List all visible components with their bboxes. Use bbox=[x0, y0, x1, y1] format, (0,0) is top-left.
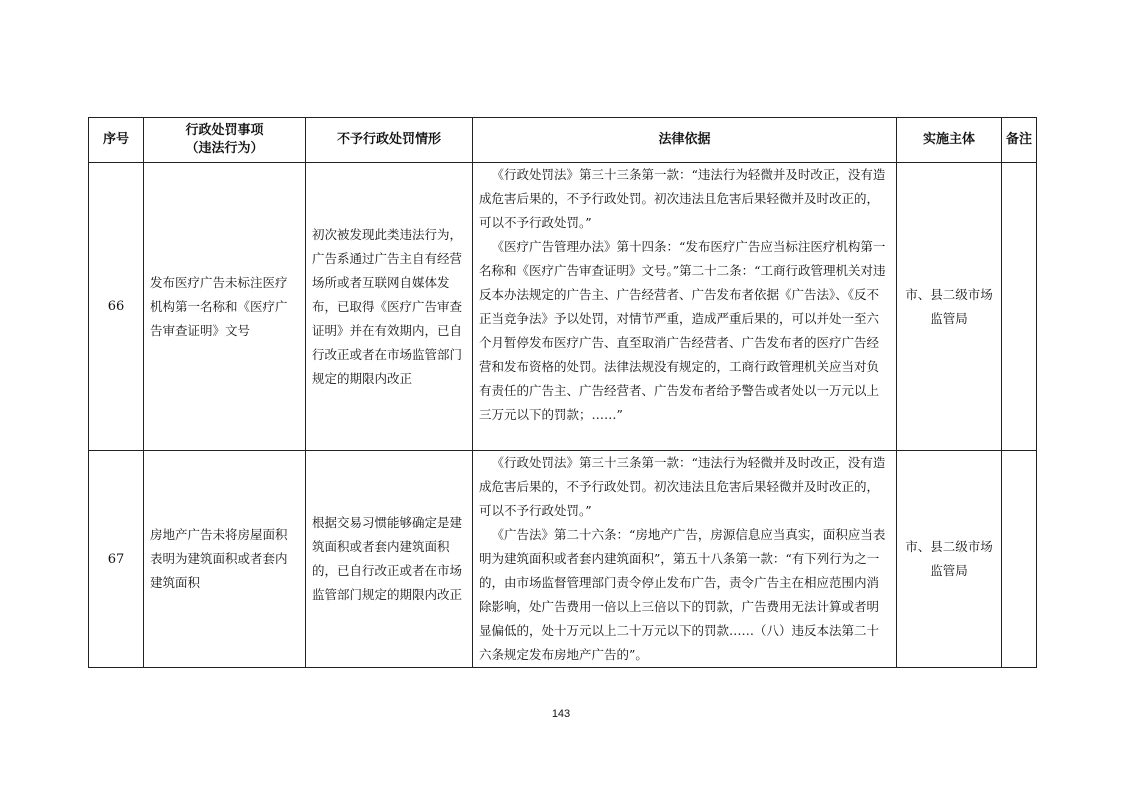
header-row bbox=[89, 118, 1037, 163]
row-note bbox=[1002, 451, 1037, 668]
row-condition: 初次被发现此类违法行为，广告系通过广告主自有经营场所或者互联网自媒体发布，已取得《医疗广告审查证明》并在有效期内，已自行改正或者在市场监管部门规定的期限内改正 bbox=[306, 163, 473, 451]
row-note bbox=[1002, 163, 1037, 451]
basis-paragraph: 《医疗广告管理办法》第十四条：“发布医疗广告应当标注医疗机构第一名称和《医疗广告审查证明》文号。”第二十二条：“工商行政管理机关对违反本办法规定的广告主、广告经营者、广告发布者依据《广告法》、《反不正当竞争法》予以处罚，对情节严重，造成严重后果的，可以并处一至六个月暂停发布医疗广告、直至取消广告经营者、广告发布者的医疗广告经营和发布资格的处罚。法律法规没有规定的，工商行政管理机关应当对负有责任的广告主、广告经营者、广告发布者给予警告或者处以一万元以上三万元以下的罚款；……” bbox=[479, 239, 886, 422]
row-org: 市、县二级市场监管局 bbox=[897, 163, 1002, 451]
basis-paragraph: 《广告法》第二十六条：“房地产广告，房源信息应当真实，面积应当表明为建筑面积或者套内建筑面积”，第五十八条第一款：“有下列行为之一的，由市场监督管理部门责令停止发布广告，责令广告主在相应范围内消除影响，处广告费用一倍以上三倍以下的罚款，广告费用无法计算或者明显偏低的，处十万元以上二十万元以下的罚款……（八）违反本法第二十六条规定发布房地产广告的”。 bbox=[479, 527, 886, 662]
row-seq: 67 bbox=[89, 451, 144, 668]
header-org: 实施主体 bbox=[897, 118, 1002, 163]
row-matter: 发布医疗广告未标注医疗机构第一名称和《医疗广告审查证明》文号 bbox=[144, 163, 306, 451]
table-row bbox=[89, 451, 1037, 668]
header-matter-line2: （违法行为） bbox=[185, 141, 264, 156]
penalty-table bbox=[88, 117, 1037, 668]
header-matter bbox=[144, 118, 306, 163]
header-matter-line1: 行政处罚事项 bbox=[185, 123, 264, 138]
table-row bbox=[89, 163, 1037, 451]
header-note: 备注 bbox=[1002, 118, 1037, 163]
row-matter: 房地产广告未将房屋面积表明为建筑面积或者套内建筑面积 bbox=[144, 451, 306, 668]
header-condition: 不予行政处罚情形 bbox=[306, 118, 473, 163]
header-seq: 序号 bbox=[89, 118, 144, 163]
row-seq: 66 bbox=[89, 163, 144, 451]
page-number: 143 bbox=[551, 708, 571, 720]
row-basis bbox=[473, 451, 897, 668]
header-basis: 法律依据 bbox=[473, 118, 897, 163]
row-condition: 根据交易习惯能够确定是建筑面积或者套内建筑面积的，已自行改正或者在市场监管部门规定的期限内改正 bbox=[306, 451, 473, 668]
basis-paragraph: 《行政处罚法》第三十三条第一款：“违法行为轻微并及时改正，没有造成危害后果的，不予行政处罚。初次违法且危害后果轻微并及时改正的，可以不予行政处罚。” bbox=[479, 167, 886, 230]
row-org: 市、县二级市场监管局 bbox=[897, 451, 1002, 668]
basis-paragraph: 《行政处罚法》第三十三条第一款：“违法行为轻微并及时改正，没有造成危害后果的，不予行政处罚。初次违法且危害后果轻微并及时改正的，可以不予行政处罚。” bbox=[479, 455, 886, 518]
row-basis bbox=[473, 163, 897, 451]
